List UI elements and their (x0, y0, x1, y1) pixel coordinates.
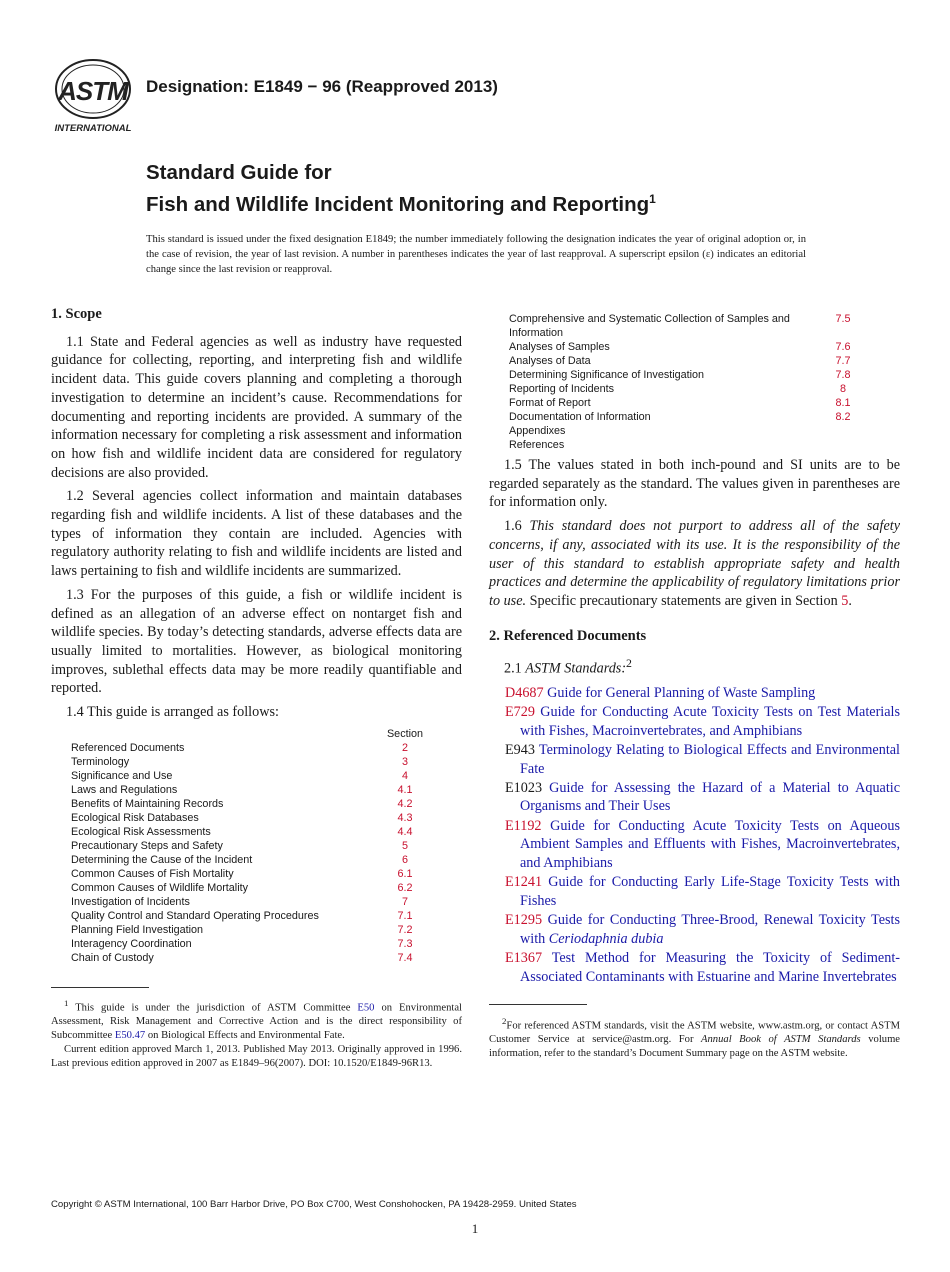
contents-header: Section (386, 727, 423, 740)
reference-code[interactable]: E1023 (505, 779, 543, 796)
contents-row (71, 867, 437, 881)
contents-label: Comprehensive and Systematic Collection of Samples and Information (509, 313, 790, 339)
contents-row (71, 895, 437, 909)
contents-row (71, 881, 437, 895)
contents-section-link[interactable]: 4.3 (397, 811, 413, 824)
contents-section-link[interactable]: 7 (401, 895, 408, 908)
contents-section-link[interactable]: 2 (401, 741, 408, 754)
contents-row (71, 741, 437, 755)
contents-label: Planning Field Investigation (71, 923, 204, 936)
footnote-1: $^1$ This guide is under the jurisdiction of ASTM Committee E50 on Environmental Assessment, Risk Management and Corrective Action and is the direct responsibility of Subcommittee E50.47 on Biological Effects and Environmental Fate. (51, 997, 462, 1042)
reference-item (489, 703, 900, 740)
contents-label: Precautionary Steps and Safety (71, 839, 223, 852)
copyright: Copyright © ASTM International, 100 Barr Harbor Drive, PO Box C700, West Conshohocken, PA 19428-2959. United States (51, 1199, 577, 1210)
contents-label: Reporting of Incidents (509, 383, 615, 395)
contents-row (509, 382, 875, 396)
contents-section-link[interactable]: 7.7 (835, 355, 851, 367)
contents-label: Determining the Cause of the Incident (71, 853, 253, 866)
contents-row (71, 783, 437, 797)
contents-label: Common Causes of Fish Mortality (71, 867, 234, 880)
contents-row (71, 853, 437, 867)
contents-row (509, 368, 875, 382)
title-footnote-mark: 1 (649, 192, 656, 206)
contents-label: Ecological Risk Assessments (71, 825, 211, 838)
contents-row (71, 951, 437, 965)
section-2-heading: 2. Referenced Documents (489, 627, 647, 644)
contents-label: References (509, 439, 565, 451)
reference-title-link[interactable]: Guide for Conducting Three-Brood, Renewal Toxicity Tests with (520, 912, 901, 947)
page-number: 1 (471, 1221, 479, 1236)
contents-section-link[interactable]: 7.5 (835, 313, 851, 325)
paragraph-1-5: 1.5 The values stated in both inch-pound and SI units are to be regarded separately as the standard. The values given in parentheses are for information only. (489, 457, 900, 511)
reference-title-link[interactable]: Terminology Relating to Biological Effects and Environmental Fate (520, 741, 900, 777)
contents-section-link[interactable]: 4 (401, 769, 408, 782)
contents-label: Laws and Regulations (71, 783, 178, 796)
contents-label: Referenced Documents (71, 741, 185, 754)
reference-item (489, 949, 900, 986)
contents-section-link[interactable]: 6.2 (397, 881, 413, 894)
reference-code[interactable]: E729 (505, 703, 535, 720)
reference-title-link[interactable]: Guide for Conducting Early Life-Stage Toxicity Tests with Fishes (520, 874, 901, 909)
contents-row (71, 839, 437, 853)
contents-row (71, 811, 437, 825)
svg-text:ASTM: ASTM (58, 76, 128, 106)
reference-code[interactable]: E1367 (505, 950, 543, 967)
contents-label: Common Causes of Wildlife Mortality (71, 881, 248, 894)
contents-section-link[interactable]: 6.1 (397, 867, 413, 880)
link-section-5[interactable]: 5 (841, 592, 849, 609)
reference-title-link[interactable]: Guide for Assessing the Hazard of a Material to Aquatic Organisms and Their Uses (520, 779, 901, 815)
reference-code[interactable]: E943 (505, 741, 535, 758)
svg-text:INTERNATIONAL: INTERNATIONAL (54, 123, 132, 134)
contents-row (509, 396, 875, 410)
contents-section-link[interactable]: 5 (401, 839, 408, 852)
paragraph-1-6: 1.6 This standard does not purport to address all of the safety concerns, if any, associated with its use. It is the responsibility of the user of this standard to establish appropriate safety and health practices and determine the applicability of regulatory limitations prior to use. Specific precautionary statements are given in Section 5. (489, 518, 900, 609)
paragraph-1-1: 1.1 State and Federal agencies as well as industry have requested guidance for collecting, reporting, and interpreting fish and wildlife incident data. This guide covers planning and completing a thorough investigation to determine an incident’s cause. Recommendations for documenting and reporting incidents are provided. A summary of the information necessary for completing a risk assessment and information on how fish and wildlife incident data are considered for regulatory decisions are also provided. (51, 333, 462, 481)
contents-label: Interagency Coordination (71, 937, 192, 950)
contents-section-link[interactable]: 7.8 (835, 369, 851, 381)
contents-label: Analyses of Samples (509, 341, 610, 353)
reference-item (489, 911, 900, 948)
contents-section-link[interactable]: 7.3 (397, 937, 413, 950)
footnote-2-block (489, 1004, 900, 1062)
paragraph-1-3: 1.3 For the purposes of this guide, a fish or wildlife incident is defined as an allegation of an adverse effect on nontarget fish and wildlife species. By today’s detecting standards, adverse effects data are usually limited to mortalities. However, as biological monitoring improves, sublethal effects data may be more readily quantifiable and reported. (51, 586, 462, 697)
contents-row (71, 755, 437, 769)
contents-section-link[interactable]: 3 (401, 755, 408, 768)
contents-section-link[interactable]: 8.2 (835, 411, 851, 423)
referenced-documents-list (489, 684, 900, 987)
footnote-1-edition: Current edition approved March 1, 2013. Published May 2013. Originally approved in 1996. Last previous edition approved in 2007 as E1849–96(2007). DOI: 10.1520/E1849-96R13. (51, 1044, 462, 1070)
reference-title-link[interactable]: Test Method for Measuring the Toxicity of Sediment-Associated Contaminants with Estuarine and Marine Invertebrates (520, 950, 900, 985)
contents-row (71, 769, 437, 783)
reference-title-link[interactable]: Guide for Conducting Acute Toxicity Tests on Test Materials with Fishes, Macroinvertebrates, and Amphibians (520, 703, 900, 739)
contents-section-link[interactable]: 6 (401, 853, 408, 866)
title-line-2: Fish and Wildlife Incident Monitoring and Reporting$^1$ (146, 192, 656, 216)
reference-item (489, 817, 900, 873)
contents-row (509, 410, 875, 424)
contents-section-link[interactable]: 4.2 (397, 797, 413, 810)
contents-label: Benefits of Maintaining Records (71, 797, 224, 810)
reference-code[interactable]: E1241 (505, 874, 543, 891)
contents-label: Format of Report (509, 397, 591, 409)
contents-row (509, 438, 875, 452)
contents-label: Determining Significance of Investigation (509, 369, 705, 381)
contents-section-link[interactable]: 7.6 (835, 341, 851, 353)
reference-item (489, 873, 900, 910)
contents-section-link[interactable]: 7.4 (397, 951, 413, 964)
contents-row (71, 797, 437, 811)
contents-row (71, 937, 437, 951)
contents-label: Analyses of Data (509, 355, 591, 367)
contents-section-link[interactable]: 7.2 (397, 923, 413, 936)
paragraph-1-4: 1.4 This guide is arranged as follows: (66, 704, 279, 721)
contents-row (509, 424, 875, 438)
right-column (489, 305, 900, 1061)
footnote-1-block (51, 987, 462, 1072)
contents-section-link[interactable]: 4.4 (397, 825, 413, 838)
contents-section-link (811, 438, 875, 452)
reference-code[interactable]: E1295 (505, 912, 543, 929)
issue-note: This standard is issued under the fixed designation E1849; the number immediately following the designation indicates the year of original adoption or, in the case of revision, the year of last revision. A number in parentheses indicates the year of last reapproval. A superscript epsilon (ε) indicates an editorial change since the last revision or reapproval. (146, 234, 806, 275)
contents-row (71, 923, 437, 937)
contents-section-link[interactable]: 8 (839, 383, 846, 395)
contents-section-link[interactable]: 7.1 (397, 909, 413, 922)
reference-title-link[interactable]: Guide for Conducting Acute Toxicity Tests on Aqueous Ambient Samples and Effluents with Fishes, Macroinvertebrates, and Amphibians (520, 817, 900, 872)
section-1-heading: 1. Scope (51, 306, 102, 322)
footnote-2: $^2$For referenced ASTM standards, visit the ASTM website, www.astm.org, or contact ASTM Customer Service at service@astm.org. For Annual Book of ASTM Standards volume information, refer to the standard’s Document Summary page on the ASTM website. (489, 1015, 901, 1060)
contents-label: Terminology (71, 755, 130, 768)
astm-logo (52, 58, 134, 136)
contents-section-link[interactable]: 8.1 (835, 397, 851, 409)
contents-section-link (811, 424, 875, 438)
contents-section-link[interactable]: 4.1 (397, 783, 413, 796)
contents-row (71, 825, 437, 839)
contents-label: Quality Control and Standard Operating Procedures (71, 909, 319, 922)
reference-code[interactable]: E1192 (505, 817, 542, 834)
astm-logo-graphic (52, 58, 134, 136)
contents-label: Appendixes (509, 425, 566, 437)
subsection-2-1: 2.1 ASTM Standards:$^2$ (504, 656, 632, 678)
left-column (51, 305, 462, 1071)
link-e50[interactable]: E50 (357, 1002, 375, 1014)
contents-label: Significance and Use (71, 769, 173, 782)
reference-code[interactable]: D4687 (505, 684, 544, 701)
reference-title-link[interactable]: Guide for General Planning of Waste Sampling (547, 684, 816, 701)
contents-row (509, 354, 875, 368)
reference-item (489, 684, 900, 703)
reference-item (489, 779, 900, 816)
contents-table-right (509, 312, 875, 452)
contents-row (509, 340, 875, 354)
title-line-1: Standard Guide for (146, 161, 332, 184)
contents-table-left (71, 727, 437, 965)
contents-row (509, 312, 875, 340)
contents-label: Investigation of Incidents (71, 895, 190, 908)
contents-row (71, 909, 437, 923)
reference-item (489, 741, 900, 778)
paragraph-1-2: 1.2 Several agencies collect information and maintain databases regarding fish and wildlife incidents. A list of these databases and the types of information they contain are included. Agencies with regulatory authority relating to fish and wildlife incidents are listed and laws pertaining to fish and wildlife incidents are summarized. (51, 488, 462, 580)
contents-label: Ecological Risk Databases (71, 811, 199, 824)
link-e50-47[interactable]: E50.47 (114, 1030, 146, 1042)
contents-label: Chain of Custody (71, 951, 154, 964)
designation: Designation: E1849 − 96 (Reapproved 2013) (146, 77, 498, 96)
reference-title-italic[interactable]: Ceriodaphnia dubia (548, 930, 664, 947)
page-title (146, 160, 656, 218)
footnote-divider (51, 987, 149, 988)
footnote-divider (489, 1004, 587, 1005)
contents-label: Documentation of Information (509, 411, 651, 423)
